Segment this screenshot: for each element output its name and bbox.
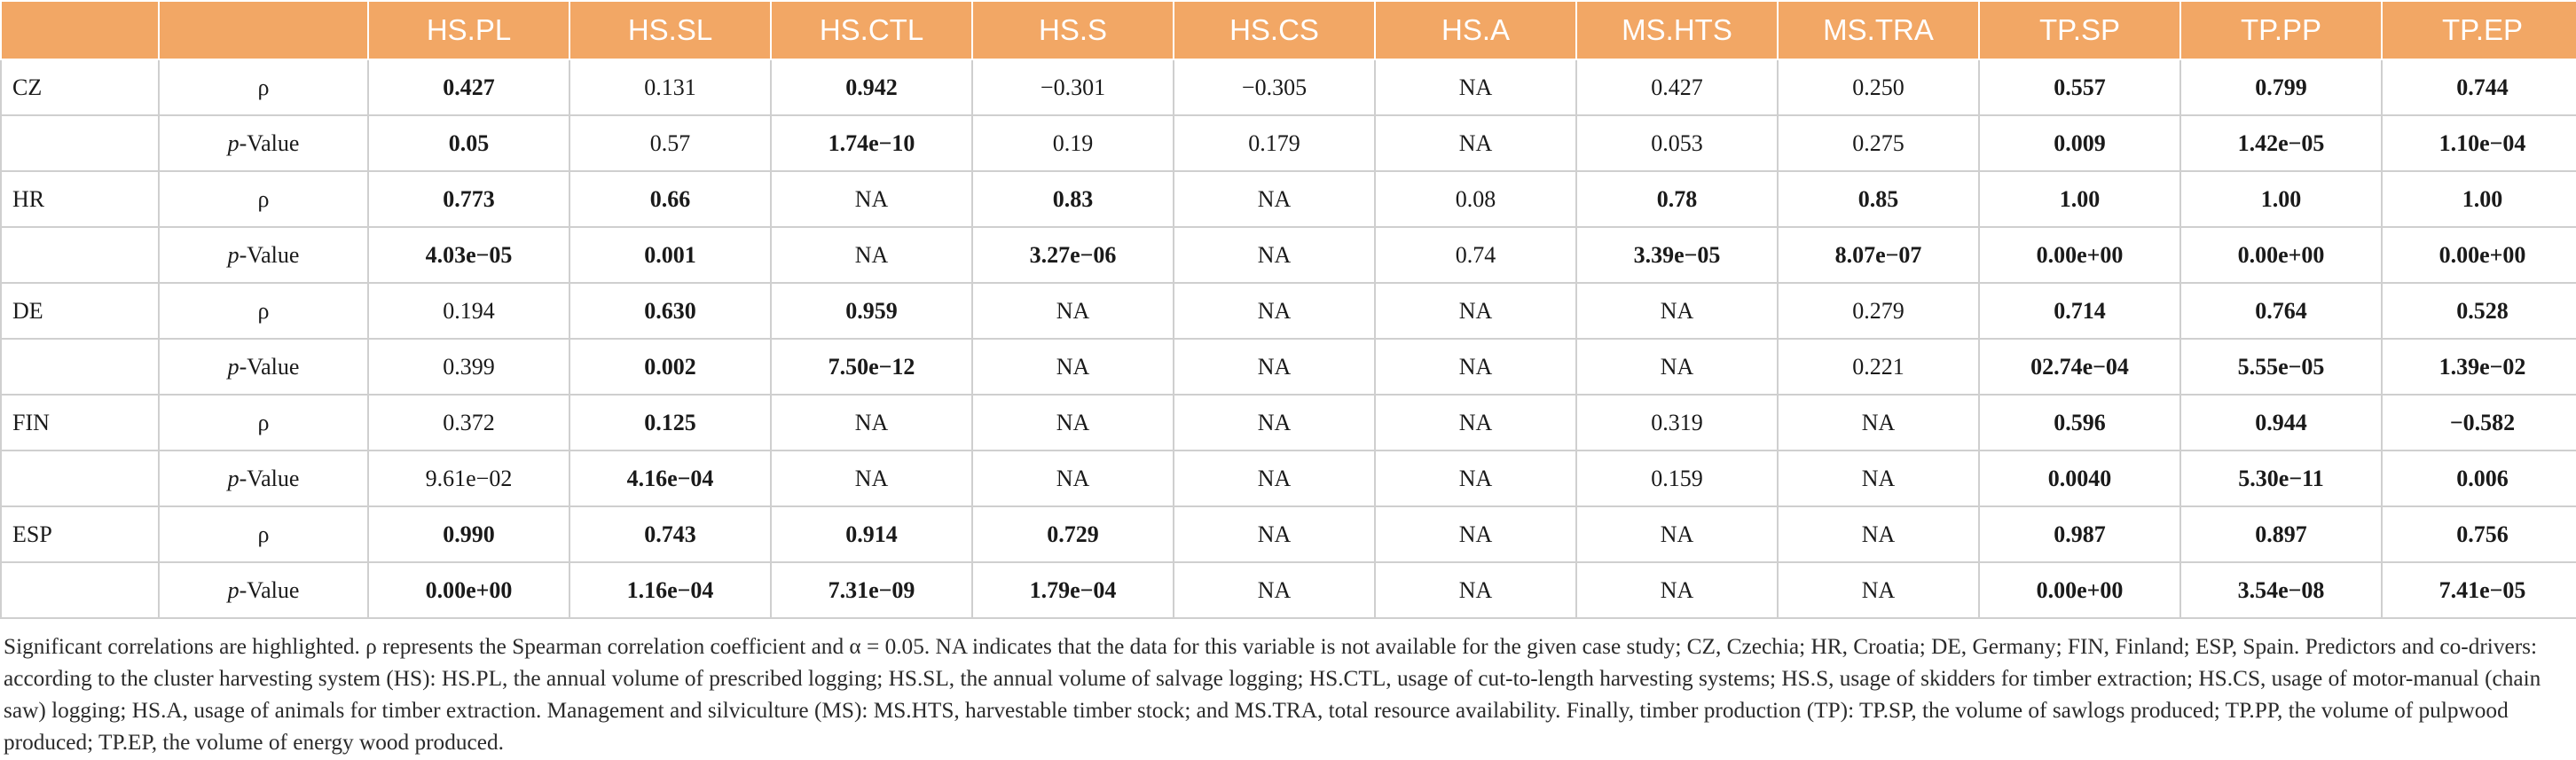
- country-cell: [1, 115, 159, 171]
- value-cell: 0.006: [2382, 451, 2576, 506]
- value-cell: NA: [1778, 506, 1979, 562]
- value-cell: 0.799: [2180, 59, 2382, 115]
- value-cell: NA: [972, 283, 1174, 339]
- value-cell: 1.39e−02: [2382, 339, 2576, 395]
- value-cell: 3.54e−08: [2180, 562, 2382, 618]
- value-cell: 1.00: [2382, 171, 2576, 227]
- statistic-prefix: p: [227, 241, 240, 268]
- value-cell: NA: [1375, 562, 1576, 618]
- value-cell: 4.03e−05: [368, 227, 569, 283]
- value-cell: 0.744: [2382, 59, 2576, 115]
- value-cell: 0.630: [569, 283, 771, 339]
- statistic-cell: [159, 227, 368, 283]
- value-cell: NA: [1174, 395, 1375, 451]
- value-cell: NA: [1375, 395, 1576, 451]
- value-cell: 0.00e+00: [2382, 227, 2576, 283]
- table-footnote: Significant correlations are highlighted. ρ represents the Spearman correlation coefficient and α = 0.05. NA indicates that the data for this variable is not available for the given case study; CZ, Czechia; HR, Croatia; DE, Germany; FIN, Finland; ESP, Spain. Predictors and co-drivers: according to the cluster harvesting system (HS): HS.PL, the annual volume of prescribed logging; HS.SL, the annual volume of salvage logging; HS.CTL, usage of cut-to-length harvesting systems; HS.S, usage of skidders for timber extraction; HS.CS, usage of motor-manual (chain saw) logging; HS.A, usage of animals for timber extraction. Management and silviculture (MS): MS.HTS, harvestable timber stock; and MS.TRA, total resource availability. Finally, timber production (TP): TP.SP, the volume of sawlogs produced; TP.PP, the volume of pulpwood produced; TP.EP, the volume of energy wood produced.: [4, 634, 2541, 755]
- value-cell: 1.00: [2180, 171, 2382, 227]
- value-cell: 1.10e−04: [2382, 115, 2576, 171]
- value-cell: 0.125: [569, 395, 771, 451]
- value-cell: 0.85: [1778, 171, 1979, 227]
- column-header: HS.CTL: [771, 1, 972, 59]
- country-cell: HR: [1, 171, 159, 227]
- column-header: HS.PL: [368, 1, 569, 59]
- country-cell: FIN: [1, 395, 159, 451]
- value-cell: 8.07e−07: [1778, 227, 1979, 283]
- value-cell: 0.279: [1778, 283, 1979, 339]
- statistic-cell: [159, 506, 368, 562]
- value-cell: 3.27e−06: [972, 227, 1174, 283]
- value-cell: NA: [1174, 283, 1375, 339]
- value-cell: NA: [1778, 562, 1979, 618]
- value-cell: NA: [1375, 283, 1576, 339]
- value-cell: NA: [972, 451, 1174, 506]
- statistic-cell: [159, 395, 368, 451]
- value-cell: NA: [1375, 451, 1576, 506]
- column-header: HS.SL: [569, 1, 771, 59]
- value-cell: 0.773: [368, 171, 569, 227]
- column-header: TP.PP: [2180, 1, 2382, 59]
- value-cell: 0.942: [771, 59, 972, 115]
- country-cell: CZ: [1, 59, 159, 115]
- value-cell: 0.729: [972, 506, 1174, 562]
- header-row: [1, 1, 2576, 59]
- column-header: TP.SP: [1979, 1, 2180, 59]
- value-cell: NA: [771, 171, 972, 227]
- value-cell: −0.305: [1174, 59, 1375, 115]
- value-cell: 0.05: [368, 115, 569, 171]
- value-cell: 0.19: [972, 115, 1174, 171]
- value-cell: 0.053: [1576, 115, 1778, 171]
- value-cell: NA: [1174, 227, 1375, 283]
- value-cell: 5.55e−05: [2180, 339, 2382, 395]
- statistic-prefix: p: [227, 465, 240, 491]
- value-cell: NA: [1174, 562, 1375, 618]
- value-cell: 0.57: [569, 115, 771, 171]
- table-row: [1, 115, 2576, 171]
- value-cell: 1.00: [1979, 171, 2180, 227]
- value-cell: NA: [1174, 506, 1375, 562]
- value-cell: 3.39e−05: [1576, 227, 1778, 283]
- statistic-cell: [159, 115, 368, 171]
- statistic-prefix: p: [227, 129, 240, 156]
- value-cell: 7.41e−05: [2382, 562, 2576, 618]
- value-cell: 0.914: [771, 506, 972, 562]
- value-cell: 0.557: [1979, 59, 2180, 115]
- value-cell: 5.30e−11: [2180, 451, 2382, 506]
- table-row: [1, 506, 2576, 562]
- statistic-label: ρ: [257, 521, 270, 547]
- value-cell: 0.002: [569, 339, 771, 395]
- column-header: [159, 1, 368, 59]
- statistic-label: -Value: [239, 576, 300, 603]
- value-cell: NA: [1375, 506, 1576, 562]
- value-cell: NA: [1778, 395, 1979, 451]
- table-row: [1, 59, 2576, 115]
- value-cell: 1.16e−04: [569, 562, 771, 618]
- statistic-label: ρ: [257, 185, 270, 212]
- statistic-label: -Value: [239, 465, 300, 491]
- value-cell: 0.159: [1576, 451, 1778, 506]
- value-cell: NA: [1576, 339, 1778, 395]
- statistic-label: -Value: [239, 129, 300, 156]
- table-row: [1, 451, 2576, 506]
- value-cell: 0.00e+00: [2180, 227, 2382, 283]
- value-cell: NA: [1778, 451, 1979, 506]
- value-cell: 0.78: [1576, 171, 1778, 227]
- value-cell: 0.372: [368, 395, 569, 451]
- statistic-cell: [159, 451, 368, 506]
- column-header: HS.CS: [1174, 1, 1375, 59]
- value-cell: 0.743: [569, 506, 771, 562]
- value-cell: 0.944: [2180, 395, 2382, 451]
- value-cell: 0.275: [1778, 115, 1979, 171]
- value-cell: NA: [771, 451, 972, 506]
- column-header: HS.A: [1375, 1, 1576, 59]
- table-row: [1, 171, 2576, 227]
- value-cell: 4.16e−04: [569, 451, 771, 506]
- country-cell: [1, 562, 159, 618]
- value-cell: NA: [1174, 171, 1375, 227]
- column-header: [1, 1, 159, 59]
- value-cell: NA: [1576, 506, 1778, 562]
- value-cell: −0.301: [972, 59, 1174, 115]
- value-cell: 0.0040: [1979, 451, 2180, 506]
- value-cell: 0.596: [1979, 395, 2180, 451]
- value-cell: NA: [1174, 451, 1375, 506]
- statistic-prefix: p: [227, 576, 240, 603]
- country-cell: [1, 451, 159, 506]
- table-header: [1, 1, 2576, 59]
- value-cell: 0.250: [1778, 59, 1979, 115]
- value-cell: NA: [771, 227, 972, 283]
- value-cell: 0.319: [1576, 395, 1778, 451]
- column-header: TP.EP: [2382, 1, 2576, 59]
- value-cell: 0.66: [569, 171, 771, 227]
- country-cell: [1, 339, 159, 395]
- value-cell: −0.582: [2382, 395, 2576, 451]
- value-cell: 0.009: [1979, 115, 2180, 171]
- column-header: HS.S: [972, 1, 1174, 59]
- country-cell: DE: [1, 283, 159, 339]
- statistic-cell: [159, 171, 368, 227]
- value-cell: 0.001: [569, 227, 771, 283]
- value-cell: 0.959: [771, 283, 972, 339]
- column-header: MS.HTS: [1576, 1, 1778, 59]
- value-cell: 02.74e−04: [1979, 339, 2180, 395]
- value-cell: NA: [1174, 339, 1375, 395]
- table-row: [1, 339, 2576, 395]
- value-cell: NA: [1576, 283, 1778, 339]
- value-cell: NA: [972, 395, 1174, 451]
- value-cell: 1.74e−10: [771, 115, 972, 171]
- statistic-label: -Value: [239, 241, 300, 268]
- value-cell: 0.427: [368, 59, 569, 115]
- country-cell: [1, 227, 159, 283]
- value-cell: 0.131: [569, 59, 771, 115]
- column-header: MS.TRA: [1778, 1, 1979, 59]
- statistic-prefix: p: [227, 353, 240, 380]
- value-cell: 0.08: [1375, 171, 1576, 227]
- statistic-label: ρ: [257, 74, 270, 100]
- value-cell: NA: [771, 395, 972, 451]
- value-cell: 0.00e+00: [1979, 562, 2180, 618]
- value-cell: 0.83: [972, 171, 1174, 227]
- statistic-label: -Value: [239, 353, 300, 380]
- value-cell: 1.79e−04: [972, 562, 1174, 618]
- value-cell: NA: [1576, 562, 1778, 618]
- table-row: [1, 283, 2576, 339]
- country-cell: ESP: [1, 506, 159, 562]
- value-cell: 0.897: [2180, 506, 2382, 562]
- value-cell: 0.74: [1375, 227, 1576, 283]
- value-cell: 0.714: [1979, 283, 2180, 339]
- statistic-cell: [159, 59, 368, 115]
- table-row: [1, 562, 2576, 618]
- value-cell: 0.756: [2382, 506, 2576, 562]
- statistic-cell: [159, 339, 368, 395]
- value-cell: 0.987: [1979, 506, 2180, 562]
- value-cell: 0.00e+00: [1979, 227, 2180, 283]
- value-cell: 0.528: [2382, 283, 2576, 339]
- value-cell: 0.00e+00: [368, 562, 569, 618]
- value-cell: 0.427: [1576, 59, 1778, 115]
- value-cell: NA: [1375, 115, 1576, 171]
- statistic-cell: [159, 562, 368, 618]
- table-row: [1, 227, 2576, 283]
- value-cell: 1.42e−05: [2180, 115, 2382, 171]
- value-cell: 0.764: [2180, 283, 2382, 339]
- statistic-label: ρ: [257, 297, 270, 324]
- value-cell: 0.194: [368, 283, 569, 339]
- value-cell: 7.50e−12: [771, 339, 972, 395]
- value-cell: NA: [1375, 59, 1576, 115]
- value-cell: 9.61e−02: [368, 451, 569, 506]
- value-cell: 0.221: [1778, 339, 1979, 395]
- value-cell: 0.990: [368, 506, 569, 562]
- value-cell: NA: [972, 339, 1174, 395]
- statistic-label: ρ: [257, 409, 270, 435]
- statistic-cell: [159, 283, 368, 339]
- value-cell: 7.31e−09: [771, 562, 972, 618]
- value-cell: 0.179: [1174, 115, 1375, 171]
- table-body: [1, 59, 2576, 618]
- table-row: [1, 395, 2576, 451]
- value-cell: 0.399: [368, 339, 569, 395]
- value-cell: NA: [1375, 339, 1576, 395]
